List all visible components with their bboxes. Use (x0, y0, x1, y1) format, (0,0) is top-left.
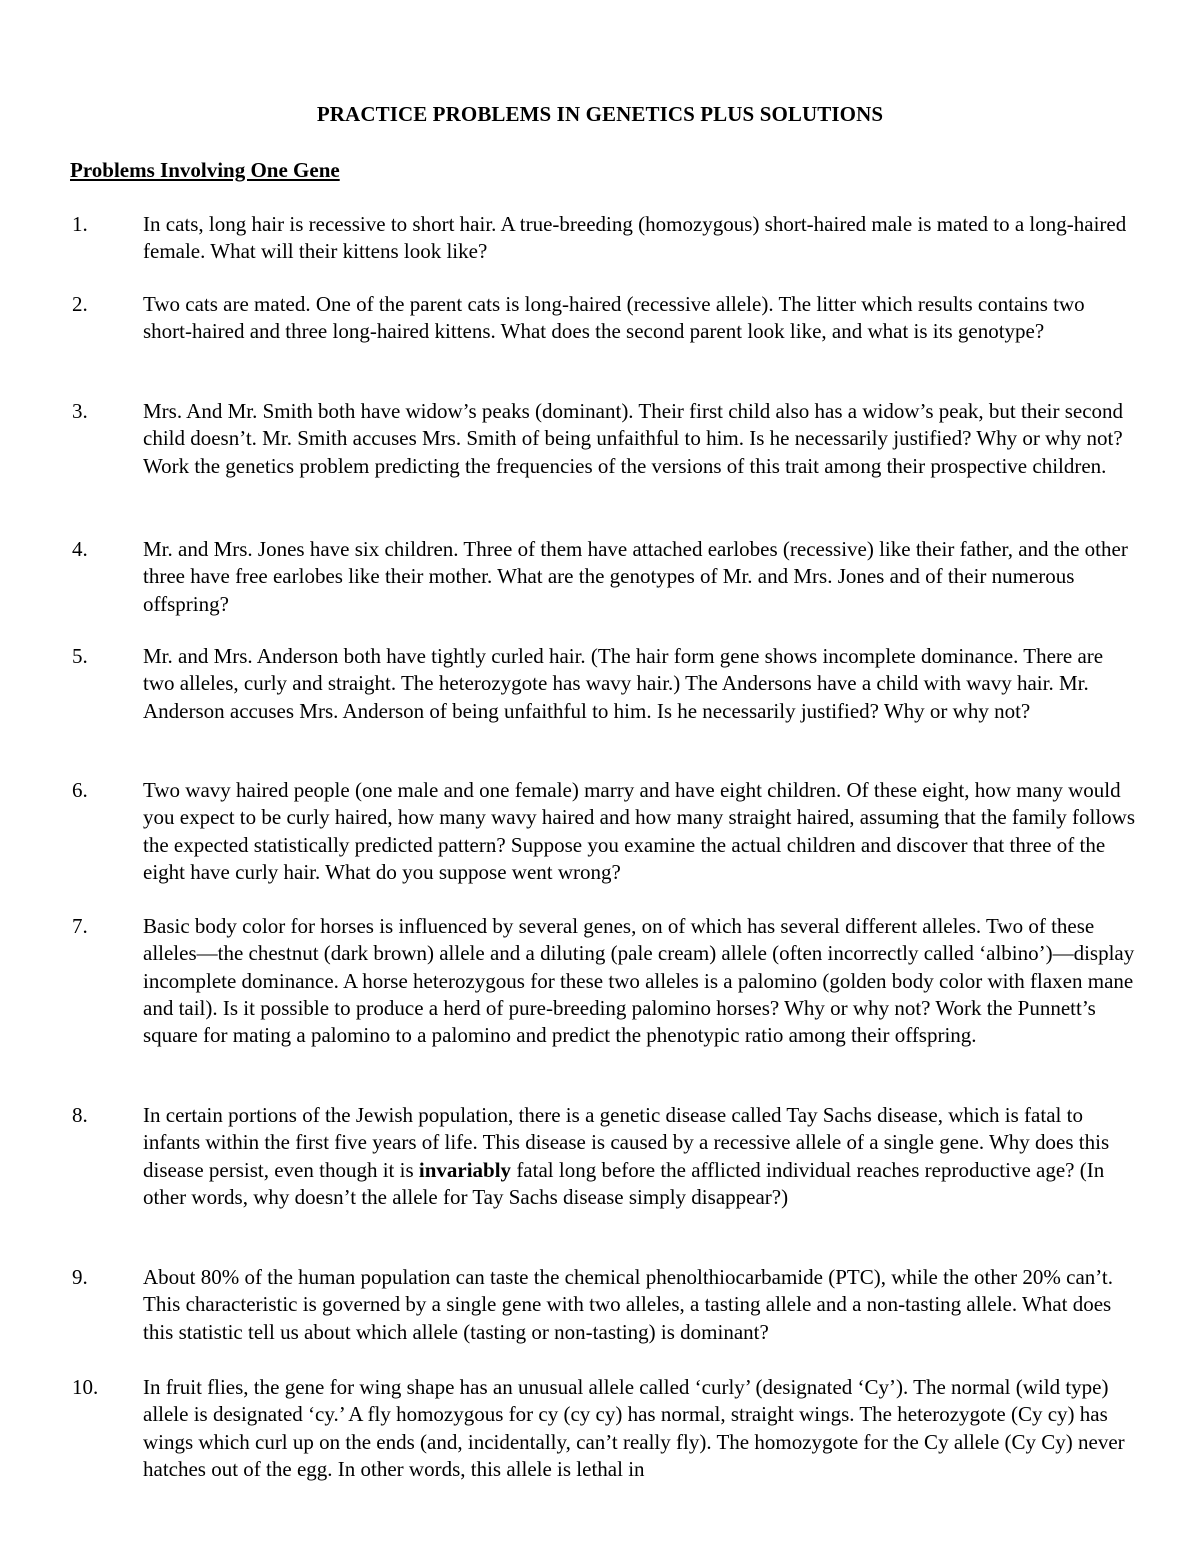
problem-text: Mr. and Mrs. Anderson both have tightly curled hair. (The hair form gene shows incomplete dominance. There are two alleles, curly and straight. The heterozygote has wavy hair.) The Andersons have a child with wavy hair. Mr. Anderson accuses Mrs. Anderson of being unfaithful to him. Is he necessarily justified? Why or why not? (143, 644, 1104, 723)
problem-text: Mrs. And Mr. Smith both have widow’s peaks (dominant). Their first child also has a widow’s peak, but their second child doesn’t. Mr. Smith accuses Mrs. Smith of being unfaithful to him. Is he necessarily justified? Why or why not? Work the genetics problem predicting the frequencies of the versions of this trait among their prospective children. (143, 399, 1124, 478)
problem-number: 4. (72, 537, 88, 561)
problem-number: 9. (72, 1265, 88, 1289)
problem-text (143, 1102, 1135, 1211)
problem-text: Two wavy haired people (one male and one female) marry and have eight children. Of these eight, how many would you expect to be curly haired, how many wavy haired and how many straight haired, assuming that the family follows the expected statistically predicted pattern? Suppose you examine the actual children and discover that three of the eight have curly hair. What do you suppose went wrong? (143, 778, 1135, 884)
emphasized-word: invariably (418, 1157, 512, 1182)
problem-number: 7. (72, 914, 88, 938)
problem-number: 5. (72, 644, 88, 668)
problem-text: About 80% of the human population can taste the chemical phenolthiocarbamide (PTC), while the other 20% can’t. This characteristic is governed by a single gene with two alleles, a tasting allele and a non-tasting allele. What does this statistic tell us about which allele (tasting or non-tasting) is dominant? (143, 1265, 1113, 1344)
problem-text: In cats, long hair is recessive to short hair. A true-breeding (homozygous) short-haired male is mated to a long-haired female. What will their kittens look like? (143, 212, 1127, 264)
problem-number: 3. (72, 399, 88, 423)
problem-number: 10. (72, 1375, 99, 1399)
problem-text: Basic body color for horses is influenced by several genes, on of which has several different alleles. Two of these alleles—the chestnut (dark brown) allele and a diluting (pale cream) allele (often incorrectly called ‘albino’)—display incomplete dominance. A horse heterozygous for these two alleles is a palomino (golden body color with flaxen mane and tail). Is it possible to produce a herd of pure-breeding palomino horses? Why or why not? Work the Punnett’s square for mating a palomino to a palomino and predict the phenotypic ratio among their offspring. (143, 914, 1135, 1048)
problem-text: Two cats are mated. One of the parent cats is long-haired (recessive allele). The litter which results contains two short-haired and three long-haired kittens. What does the second parent look like, and what is its genotype? (143, 292, 1085, 344)
problem-text: Mr. and Mrs. Jones have six children. Three of them have attached earlobes (recessive) like their father, and the other three have free earlobes like their mother. What are the genotypes of Mr. and Mrs. Jones and of their numerous offspring? (143, 537, 1128, 616)
document-title: PRACTICE PROBLEMS IN GENETICS PLUS SOLUTIONS (316, 102, 884, 126)
problem-number: 8. (72, 1103, 88, 1127)
problem-number: 6. (72, 778, 88, 802)
problem-number: 1. (72, 212, 88, 236)
problem-text-part: In certain portions of the Jewish population, there is a genetic disease called Tay Sachs disease, which is fatal to infants within the first five years of life. This disease is caused by a recessive allele of a single gene. Why does this disease persist, even though it is (143, 1103, 1110, 1182)
problem-text: In fruit flies, the gene for wing shape has an unusual allele called ‘curly’ (designated ‘Cy’). The normal (wild type) allele is designated ‘cy.’ A fly homozygous for cy (cy cy) has normal, straight wings. The heterozygote (Cy cy) has wings which curl up on the ends (and, incidentally, can’t really fly). The homozygote for the Cy allele (Cy Cy) never hatches out of the egg. In other words, this allele is lethal in (143, 1375, 1125, 1481)
problem-text-part: fatal long before the afflicted individual reaches reproductive age? (In other words, why doesn’t the allele for Tay Sachs disease simply disappear?) (143, 1157, 1105, 1209)
section-heading: Problems Involving One Gene (70, 158, 340, 182)
problem-number: 2. (72, 292, 88, 316)
